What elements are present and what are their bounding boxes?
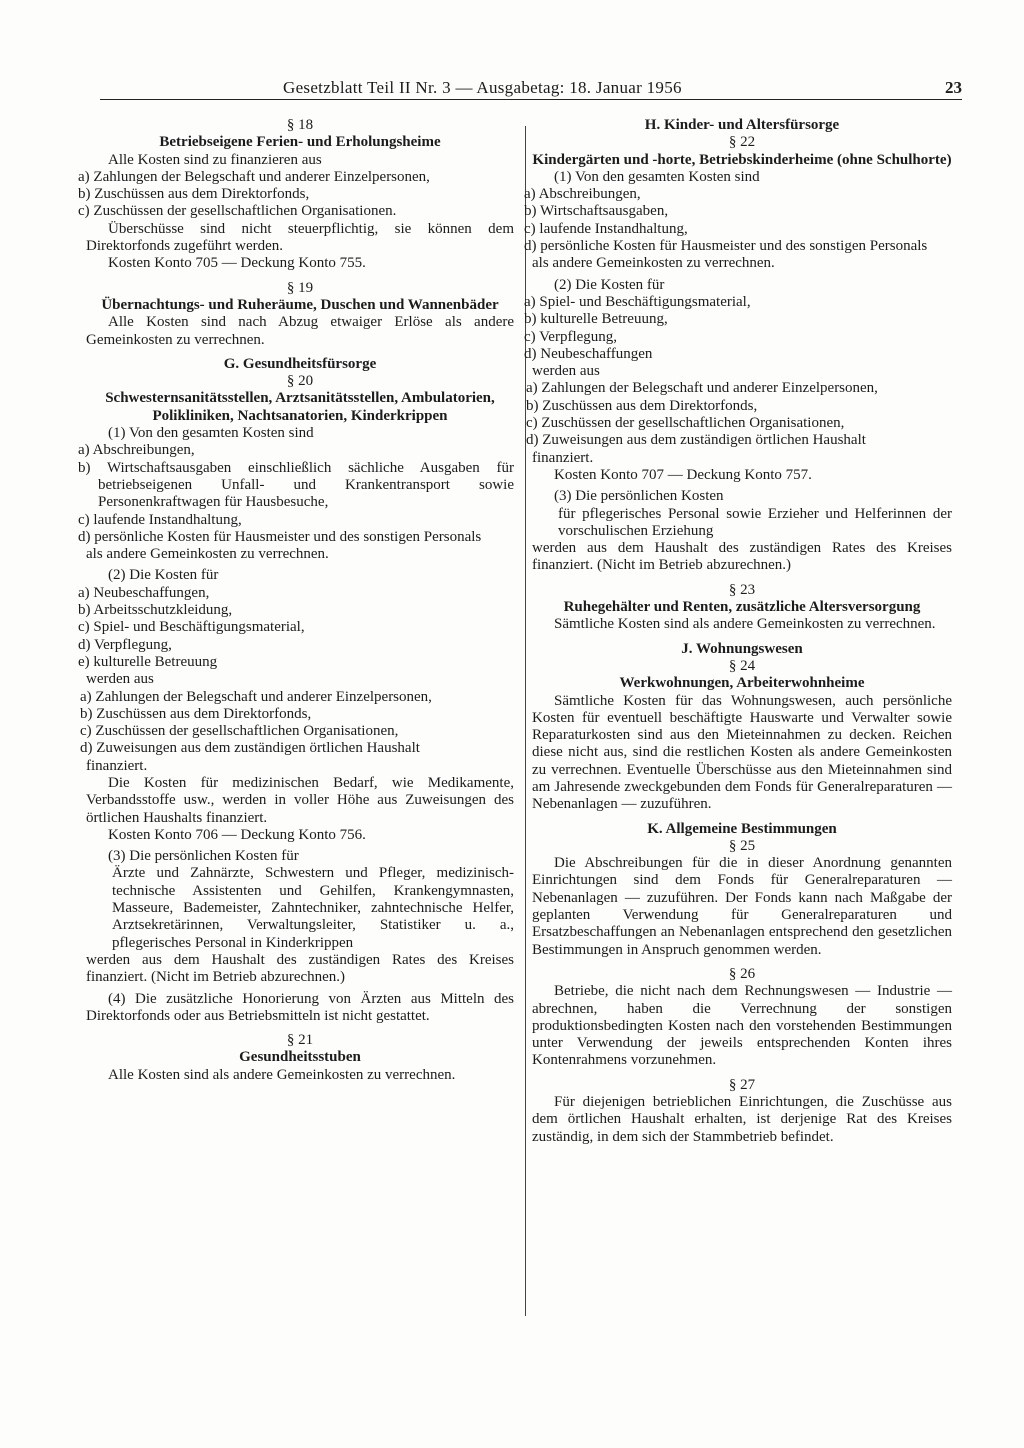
paragraph: werden aus [532,363,600,380]
list-item: a) Zahlungen der Belegschaft und anderer Einzelpersonen, [80,688,432,705]
paragraph: Sämtliche Kosten für das Wohnungswesen, auch persönliche Kosten für eventuell beschäftigte Hauswarte und Verwalter sowie Reparaturkosten sind aus den Mieteinnahmen zu decken. Reichen diese nicht aus, sind die restlichen Kosten als andere Gemeinkosten zu verrechnen. Eventuelle Überschüsse aus den Mieteinnahmen sind am Jahresende zweckgebunden dem Fonds für Generalreparaturen — Nebenanlagen — zuzuführen. [532,692,952,813]
list-item: b) Wirtschaftsausgaben, [524,203,669,220]
paragraph: Die Kosten für medizinischen Bedarf, wie Medikamente, Verbandsstoffe usw., werden in voller Höhe aus Zuweisungen des örtlichen Haushalts finanziert. [86,774,514,826]
list-item: a) Abschreibungen, [78,442,195,459]
section-number: § 20 [286,373,314,390]
list-item: c) Zuschüssen der gesellschaftlichen Organisationen, [526,415,845,432]
section-title: Ruhegehälter und Renten, zusätzliche Altersversorgung [563,599,921,616]
header-title: Gesetzblatt Teil II Nr. 3 — Ausgabetag: 18. Januar 1956 [283,78,682,97]
section-number: § 21 [286,1032,314,1049]
konto-line: Kosten Konto 707 — Deckung Konto 757. [554,466,812,483]
right-column [524,117,952,1146]
paragraph: werden aus dem Haushalt des zuständigen Rates des Kreises finanziert. (Nicht im Betrieb abzurechnen.) [532,540,952,574]
list-item: d) Zuweisungen aus dem zuständigen örtlichen Haushalt [526,432,866,449]
section-number: § 24 [728,657,756,674]
paragraph: (1) Von den gesamten Kosten sind [554,168,760,185]
konto-line: Kosten Konto 705 — Deckung Konto 755. [108,255,366,272]
konto-line: Kosten Konto 706 — Deckung Konto 756. [108,826,366,843]
list-item: c) laufende Instandhaltung, [78,511,242,528]
paragraph: Alle Kosten sind nach Abzug etwaiger Erlöse als andere Gemeinkosten zu verrechnen. [86,314,514,348]
paragraph: (2) Die Kosten für [108,567,219,584]
section-title: Übernachtungs- und Ruheräume, Duschen und Wannenbäder [101,296,499,313]
paragraph: (1) Von den gesamten Kosten sind [108,425,314,442]
list-item: a) Zahlungen der Belegschaft und anderer Einzelpersonen, [78,168,430,185]
paragraph: werden aus dem Haushalt des zuständigen Rates des Kreises finanziert. (Nicht im Betrieb abzurechnen.) [86,951,514,986]
list-item: a) Neubeschaffungen, [78,584,210,601]
list-item: d) Verpflegung, [78,636,172,653]
list-item: c) Zuschüssen der gesellschaftlichen Organisationen. [78,203,397,220]
paragraph: finanziert. [532,449,594,466]
chapter-heading: J. Wohnungswesen [681,640,803,657]
paragraph: Alle Kosten sind zu finanzieren aus [108,151,322,168]
list-item: c) Zuschüssen der gesellschaftlichen Organisationen, [80,723,399,740]
left-column [78,117,514,1084]
list-item: b) Wirtschaftsausgaben einschließlich sächliche Ausgaben für betriebseigenen Unfall- und Krankentransport sowie Personenkraftwagen für Hausbesuche, [78,459,514,511]
list-item: c) Verpflegung, [524,328,618,345]
paragraph: Ärzte und Zahnärzte, Schwestern und Pfleger, medizinisch-technische Assistenten und Gehilfen, Krankengymnasten, Masseure, Bademeister, Zahntechniker, zahntechnische Helfer, Arztsekretärinnen, Verwaltungsleiter, Statistiker u. a., pflegerisches Personal in Kinderkrippen [112,865,514,951]
section-number: § 26 [728,965,756,982]
list-item: b) kulturelle Betreuung, [524,311,668,328]
list-item: b) Zuschüssen aus dem Direktorfonds, [78,186,310,203]
paragraph: für pflegerisches Personal sowie Erzieher und Helferinnen der vorschulischen Erziehung [558,505,952,539]
chapter-heading: H. Kinder- und Altersfürsorge [644,117,840,133]
paragraph: als andere Gemeinkosten zu verrechnen. [86,546,329,563]
paragraph: (4) Die zusätzliche Honorierung von Ärzten aus Mitteln des Direktorfonds oder aus Betriebsmitteln ist nicht gestattet. [86,990,514,1024]
paragraph: (3) Die persönlichen Kosten für [108,848,299,865]
list-item: b) Arbeitsschutzkleidung, [78,602,233,619]
section-title: Betriebseigene Ferien- und Erholungsheime [159,134,441,151]
page-number: 23 [945,78,962,97]
list-item: d) persönliche Kosten für Hausmeister und des sonstigen Personals [524,238,928,255]
paragraph: (2) Die Kosten für [554,276,665,293]
paragraph: Die Abschreibungen für die in dieser Anordnung genannten Einrichtungen sind dem Fonds für Generalreparaturen — Nebenanlagen — zuzuführen. Der Fonds kann nach Maßgabe der geplanten Verwendung für Generalreparaturen und Ersatzbeschaffungen an Nebenanlagen entsprechend den gesetzlichen Bestimmungen in Anspruch genommen werden. [532,855,952,958]
section-number: § 25 [728,837,756,854]
list-item: d) Neubeschaffungen [524,345,653,362]
paragraph: Sämtliche Kosten sind als andere Gemeinkosten zu verrechnen. [554,616,936,633]
section-title: Schwesternsanitätsstellen, Arztsanitätsstellen, Ambulatorien, Polikliniken, Nachtsanatorien, Kinderkrippen [105,390,495,424]
list-item: c) laufende Instandhaltung, [524,220,688,237]
list-item: b) Zuschüssen aus dem Direktorfonds, [80,705,312,722]
list-item: a) Spiel- und Beschäftigungsmaterial, [524,293,751,310]
section-number: § 23 [728,581,756,598]
chapter-heading: G. Gesundheitsfürsorge [223,355,377,372]
section-number: § 27 [728,1076,756,1093]
paragraph: (3) Die persönlichen Kosten [554,488,724,505]
paragraph: Überschüsse sind nicht steuerpflichtig, sie können dem Direktorfonds zugeführt werden. [86,220,514,255]
section-title: Gesundheitsstuben [239,1049,361,1066]
list-item: b) Zuschüssen aus dem Direktorfonds, [526,397,758,414]
paragraph: werden aus [86,671,154,688]
section-title: Kindergärten und -horte, Betriebskinderheime (ohne Schulhorte) [532,151,952,168]
list-item: e) kulturelle Betreuung [78,653,218,670]
list-item: d) persönliche Kosten für Hausmeister und des sonstigen Personals [78,528,482,545]
paragraph: finanziert. [86,757,148,774]
paragraph: als andere Gemeinkosten zu verrechnen. [532,255,775,272]
paragraph: Für diejenigen betrieblichen Einrichtungen, die Zuschüsse aus dem örtlichen Haushalt erhalten, ist derjenige Rat des Kreises zuständig, in dem sich der Stammbetrieb befindet. [532,1094,952,1145]
list-item: a) Zahlungen der Belegschaft und anderer Einzelpersonen, [526,380,878,397]
section-title: Werkwohnungen, Arbeiterwohnheime [619,675,865,692]
section-number: § 19 [286,279,314,296]
list-item: a) Abschreibungen, [524,186,641,203]
paragraph: Betriebe, die nicht nach dem Rechnungswesen — Industrie — abrechnen, haben die Verrechnung der sonstigen produktionsbedingten Kosten nach den vorstehenden Bestimmungen unter Verwendung der jeweils entsprechenden Konten ihres Kontenrahmens vorzunehmen. [532,983,952,1069]
chapter-heading: K. Allgemeine Bestimmungen [647,820,837,837]
section-number: § 18 [286,117,314,133]
list-item: c) Spiel- und Beschäftigungsmaterial, [78,619,305,636]
header-rule [100,99,962,100]
section-number: § 22 [728,134,756,151]
list-item: d) Zuweisungen aus dem zuständigen örtlichen Haushalt [80,740,420,757]
paragraph: Alle Kosten sind als andere Gemeinkosten zu verrechnen. [108,1066,456,1083]
